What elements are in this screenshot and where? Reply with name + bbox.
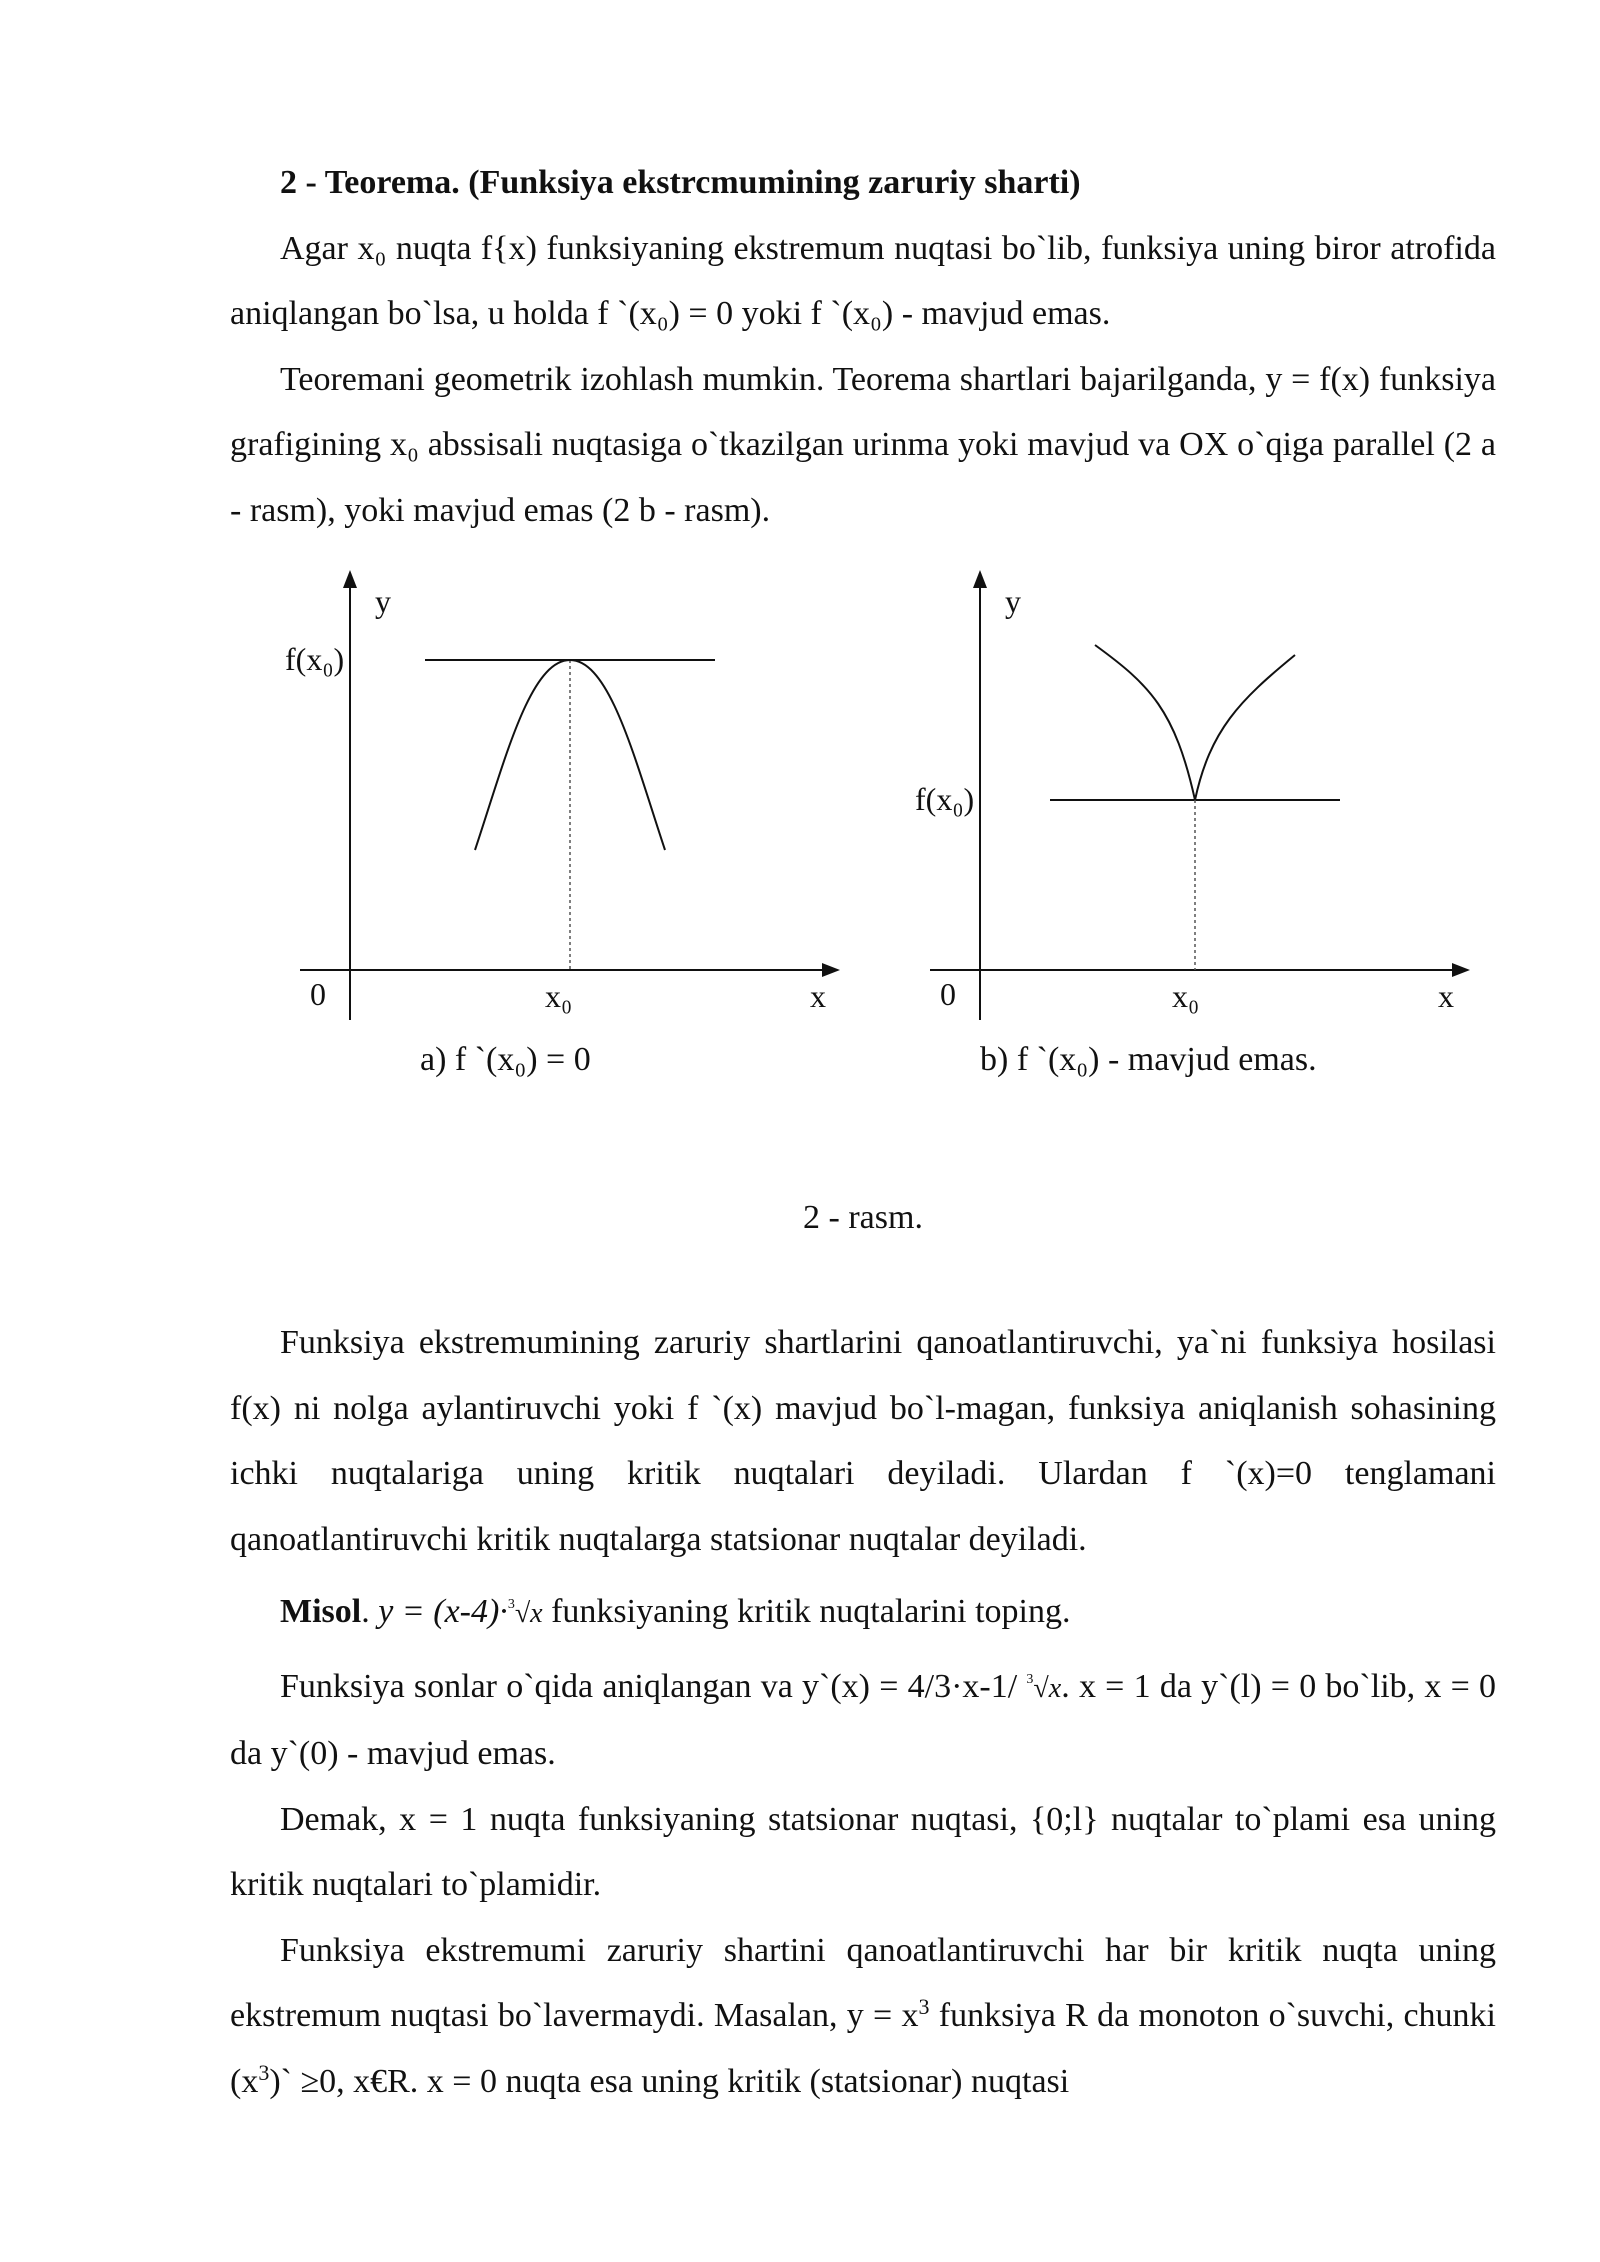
- curve-right-branch: [1195, 655, 1295, 800]
- body-text: [230, 1310, 1496, 2114]
- figure-2b-graph: [860, 560, 1480, 1040]
- theorem-paragraph-1: Agar x₀ nuqta f{x) funksiyaning ekstremum nuqtasi bo`lib, funksiya uning biror atrofida aniqlangan bo`lsa, u holda f `(x₀) = 0 yoki f `(x₀) - mavjud emas.: [230, 229, 1496, 332]
- paragraph-monoton: [230, 1918, 1496, 2115]
- y-label: y: [1005, 583, 1021, 619]
- figure-2: [230, 560, 1496, 1080]
- root-arg-1: √x: [514, 1598, 543, 1629]
- curve: [475, 660, 665, 850]
- paragraph-derivative: [230, 1647, 1496, 1787]
- x0-label: x₀: [1172, 978, 1200, 1014]
- fx0-label: f(x₀): [285, 641, 345, 677]
- x-axis-arrow: [822, 963, 840, 977]
- x-label: x: [810, 978, 826, 1014]
- superscript-3b: 3: [258, 2059, 270, 2085]
- cube-root-2: [1026, 1673, 1061, 1704]
- origin-label: 0: [310, 976, 326, 1012]
- y-axis-arrow: [973, 570, 987, 588]
- figure-2a: [230, 560, 850, 1080]
- derivative-text-b: . x = 1 da y`(l) = 0 bo`lib, x = 0 da y`(0) - mavjud emas.: [230, 1667, 1497, 1772]
- figure-2a-graph: [230, 560, 850, 1040]
- x-axis-arrow: [1452, 963, 1470, 977]
- fx0-label: f(x₀): [915, 781, 975, 817]
- paragraph-demak: Demak, x = 1 nuqta funksiyaning statsionar nuqtasi, {0;l} nuqtalar to`plami esa uning kritik nuqtalari to`plamidir.: [230, 1800, 1496, 1903]
- misol-dot: .: [361, 1593, 379, 1630]
- superscript-3a: 3: [918, 1994, 930, 2019]
- root-arg-2: √x: [1033, 1672, 1062, 1704]
- origin-label: 0: [940, 976, 956, 1012]
- paragraph-misol: [230, 1572, 1496, 1647]
- derivative-text-a: Funksiya sonlar o`qida aniqlangan va y`(x) = 4/3·x-1/: [280, 1667, 1027, 1705]
- monoton-text-a: Funksiya ekstremumi zaruriy shartini qanoatlantiruvchi har bir kritik nuqta uning ekstremum nuqtasi bo`lavermaydi. Masalan, y = x: [230, 1931, 1496, 2034]
- curve-left-branch: [1095, 645, 1195, 800]
- monoton-text-b: funksiya R da monoton o`suvchi, chunki (x: [230, 1997, 1496, 2100]
- caption-b: b) f `(x₀) - mavjud emas.: [980, 1041, 1317, 1078]
- theorem-paragraph-2: Teoremani geometrik izohlash mumkin. Teorema shartlari bajarilganda, y = f(x) funksiya grafigining x₀ abssisali nuqtasiga o`tkazilgan urinma yoki mavjud va OX o`qiga parallel (2 a - rasm), yoki mavjud emas (2 b - rasm).: [230, 360, 1496, 529]
- misol-label: Misol: [280, 1593, 362, 1630]
- figure-2b: [860, 560, 1480, 1080]
- document-page: [230, 150, 1497, 2100]
- x-label: x: [1438, 978, 1454, 1014]
- misol-formula: y = (x-4)·: [378, 1593, 508, 1630]
- root-index-1: 3: [507, 1597, 515, 1612]
- y-label: y: [375, 583, 391, 619]
- cube-root-1: [508, 1598, 543, 1629]
- theorem-title: 2 - Teorema. (Funksiya ekstrcmumining zaruriy sharti): [280, 164, 1081, 201]
- paragraph-critical-points: Funksiya ekstremumining zaruriy shartlarini qanoatlantiruvchi, ya`ni funksiya hosilasi f(x) ni nolga aylantiruvchi yoki f `(x) mavjud bo`l-magan, funksiya aniqlanish sohasining ichki nuqtalariga uning kritik nuqtalari deyiladi. Ulardan f `(x)=0 tenglamani qanoatlantiruvchi kritik nuqtalarga statsionar nuqtalar deyiladi.: [230, 1324, 1496, 1558]
- caption-a: a) f `(x₀) = 0: [420, 1041, 591, 1078]
- x0-label: x₀: [545, 978, 573, 1014]
- misol-rest: funksiyaning kritik nuqtalarini toping.: [542, 1593, 1071, 1630]
- y-axis-arrow: [343, 570, 357, 588]
- root-index-2: 3: [1026, 1671, 1034, 1687]
- figure-caption: 2 - rasm.: [803, 1199, 923, 1236]
- monoton-text-c: )` ≥0, x€R. x = 0 nuqta esa uning kritik (statsionar) nuqtasi: [269, 2062, 1070, 2100]
